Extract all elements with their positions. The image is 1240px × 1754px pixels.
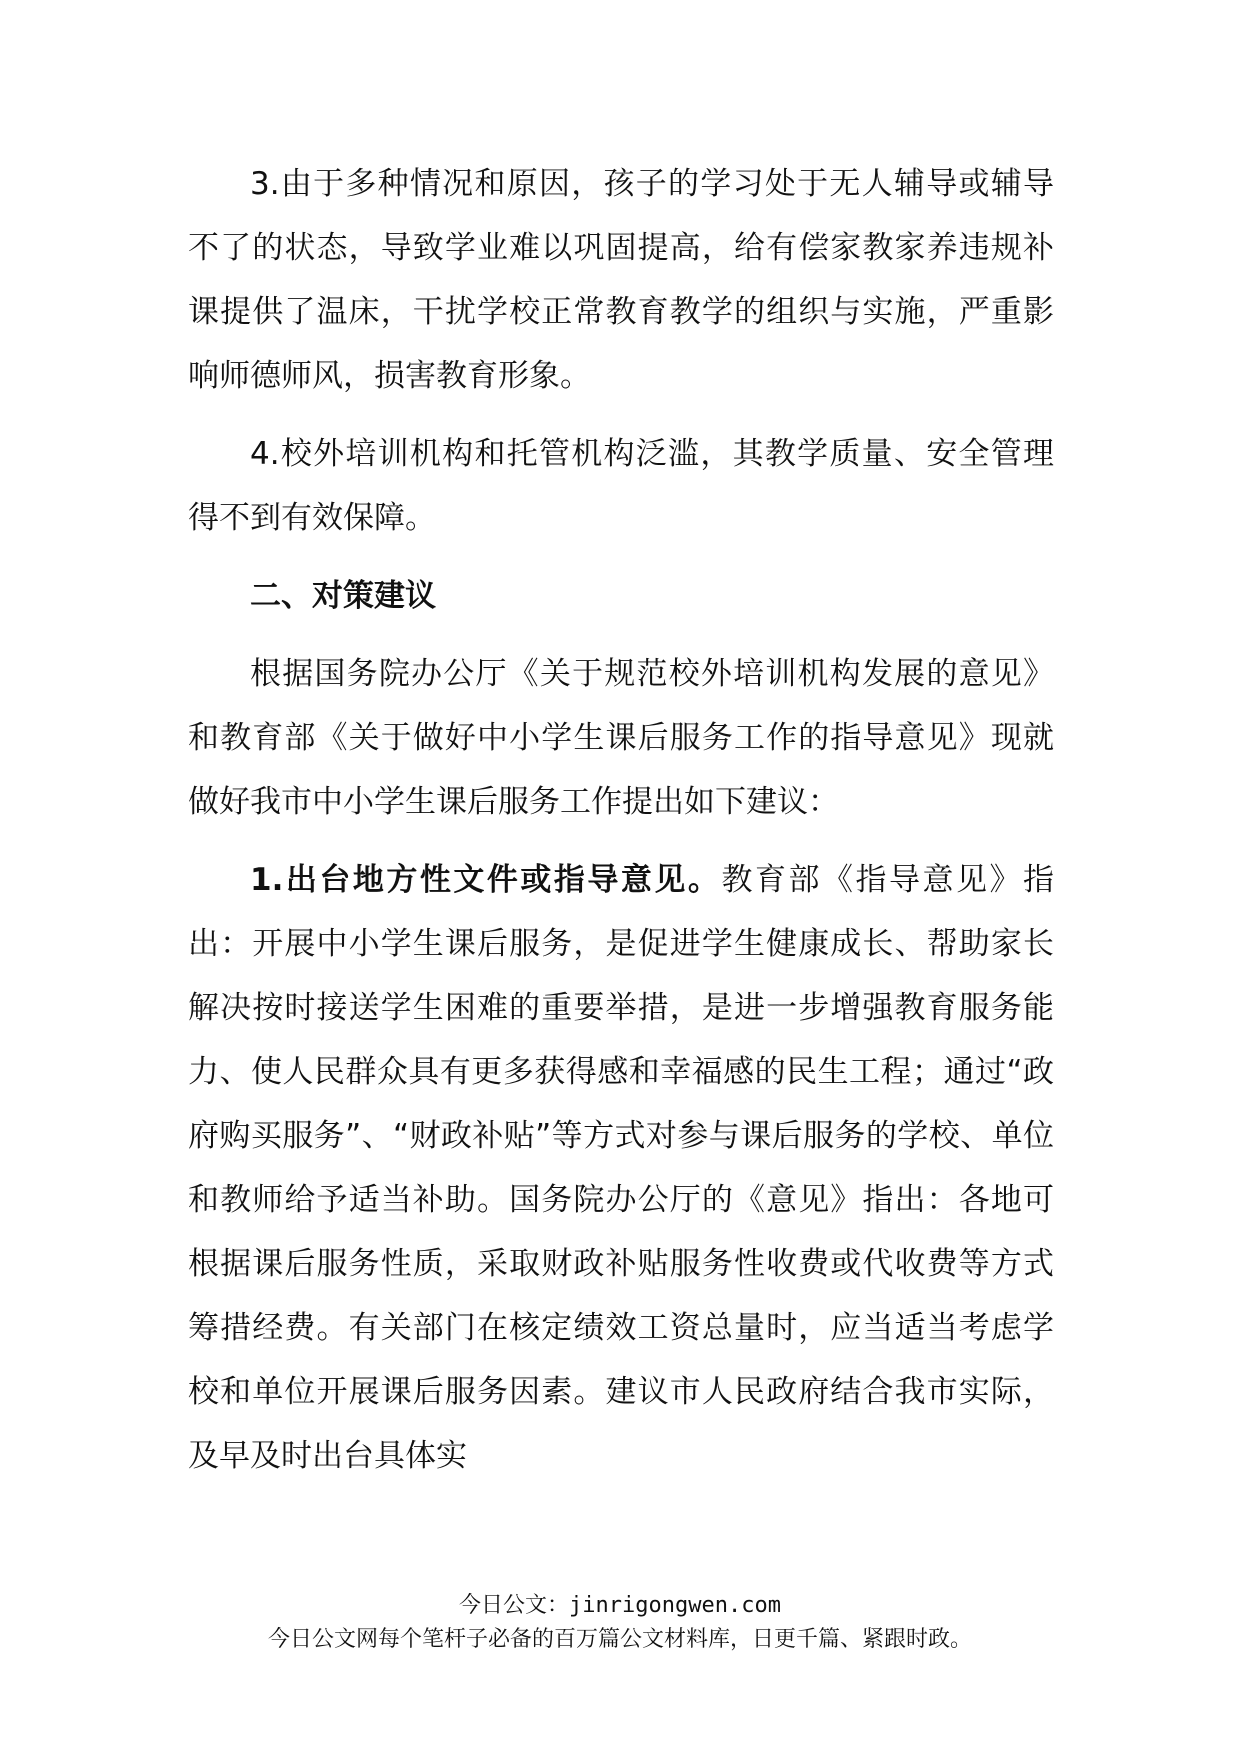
item-1-body: 教育部《指导意见》指出：开展中小学生课后服务，是促进学生健康成长、帮助家长解决按时接送学生困难的重要举措，是进一步增强教育服务能力、使人民群众具有更多获得感和幸福感的民生工程；通过“政府购买服务”、“财政补贴”等方式对参与课后服务的学校、单位和教师给予适当补助。国务院办公厅的《意见》指出：各地可根据课后服务性质，采取财政补贴服务性收费或代收费等方式筹措经费。有关部门在核定绩效工资总量时，应当适当考虑学校和单位开展课后服务因素。建议市人民政府结合我市实际，及早及时出台具体实 xyxy=(188,862,1054,1474)
footer-site-url: jinrigongwen.com xyxy=(569,1593,781,1618)
paragraph-intro: 根据国务院办公厅《关于规范校外培训机构发展的意见》和教育部《关于做好中小学生课后服务工作的指导意见》现就做好我市中小学生课后服务工作提出如下建议： xyxy=(188,656,1054,820)
footer-site-label: 今日公文： xyxy=(459,1593,570,1618)
paragraph-point-3: 3.由于多种情况和原因，孩子的学习处于无人辅导或辅导不了的状态，导致学业难以巩固提高，给有偿家教家养违规补课提供了温床，干扰学校正常教育教学的组织与实施，严重影响师德师风，损害教育形象。 xyxy=(188,166,1054,394)
item-1-lead: 1.出台地方性文件或指导意见。 xyxy=(250,862,722,898)
document-body xyxy=(188,152,1054,1502)
section-heading: 二、对策建议 xyxy=(250,578,436,614)
footer-site xyxy=(0,1588,1240,1619)
paragraph-point-4: 4.校外培训机构和托管机构泛滥，其教学质量、安全管理得不到有效保障。 xyxy=(188,436,1054,536)
footer-slogan: 今日公文网每个笔杆子必备的百万篇公文材料库，日更千篇、紧跟时政。 xyxy=(267,1627,972,1652)
paragraph-item-1 xyxy=(188,848,1054,1488)
